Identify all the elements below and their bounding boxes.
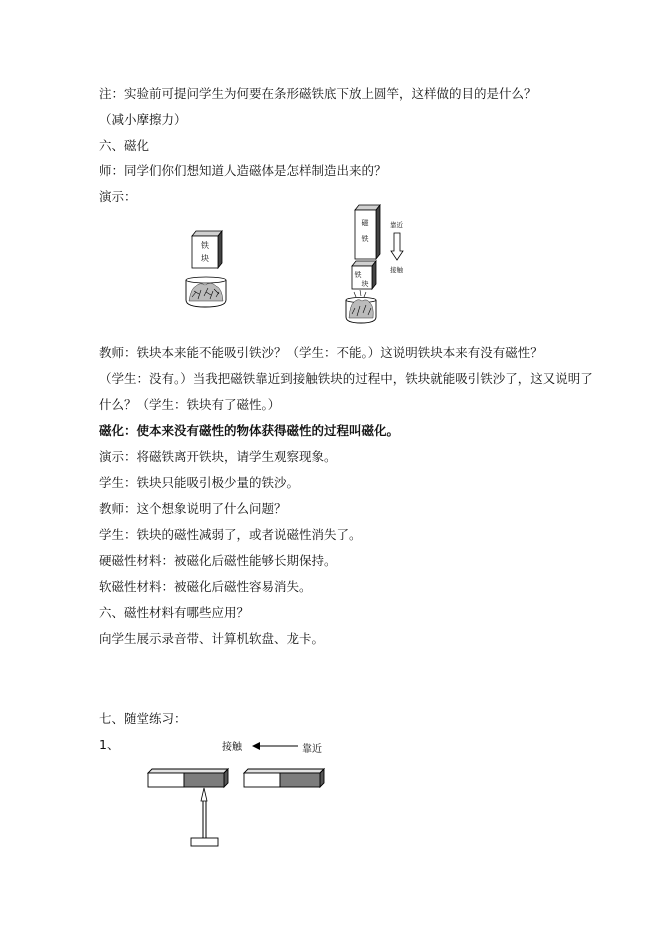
demo-label: 演示： xyxy=(99,189,137,204)
small-block-label-2: 块 xyxy=(361,280,369,288)
magnet-right xyxy=(244,769,324,787)
show-items: 向学生展示录音带、计算机软盘、龙卡。 xyxy=(99,631,325,646)
magnet-label-1: 磁 xyxy=(361,219,369,227)
magnetization-definition: 磁化：使本来没有磁性的物体获得磁性的过程叫磁化。 xyxy=(99,423,400,438)
student-line-2: 什么？（学生：铁块有了磁性。） xyxy=(99,397,281,412)
iron-block-label-2: 块 xyxy=(201,254,209,263)
small-iron-block xyxy=(352,261,376,289)
downward-arrow xyxy=(390,220,404,274)
note-answer: （减小摩擦力） xyxy=(99,112,187,127)
note-line: 注：实验前可提问学生为何要在条形磁铁底下放上圆竿，这样做的目的是什么？ xyxy=(99,86,537,101)
magnetization-demo-figure xyxy=(0,200,661,340)
approach-label: 靠近 xyxy=(302,744,322,755)
teacher-question: 师：同学们你们想知道人造磁体是怎样制造出来的？ xyxy=(99,163,387,178)
student-line-4: 学生：铁块的磁性减弱了，或者说磁性消失了。 xyxy=(99,527,362,542)
section-seven: 七、随堂练习： xyxy=(99,711,187,726)
soft-magnetic-material: 软磁性材料：被磁化后磁性容易消失。 xyxy=(99,579,312,594)
iron-filings-dish-right xyxy=(346,290,376,323)
small-block-label-1: 铁 xyxy=(354,271,362,279)
motion-arrow xyxy=(222,740,322,755)
arrow-label-contact: 接触 xyxy=(390,266,403,274)
student-line-1: （学生：没有。）当我把磁铁靠近到接触铁块的过程中，铁块就能吸引铁沙了，这又说明了 xyxy=(99,371,593,386)
section-six-b: 六、磁性材料有哪些应用？ xyxy=(99,605,250,620)
magnet-label-2: 铁 xyxy=(361,235,369,243)
exercise-figure xyxy=(0,735,661,855)
bar-magnet xyxy=(355,205,380,259)
magnet-left xyxy=(148,769,228,787)
iron-filings-dish-left xyxy=(186,277,226,307)
hard-magnetic-material: 硬磁性材料：被磁化后磁性能够长期保持。 xyxy=(99,553,337,568)
demo-2: 演示：将磁铁离开铁块，请学生观察现象。 xyxy=(99,449,337,464)
teacher-line-2: 教师：这个想象说明了什么问题？ xyxy=(99,501,287,516)
section-six-title: 六、磁化 xyxy=(99,138,150,153)
student-line-3: 学生：铁块只能吸引极少量的铁沙。 xyxy=(99,475,300,490)
iron-block-label-1: 铁 xyxy=(201,241,209,250)
iron-block xyxy=(192,231,222,268)
needle-stand xyxy=(191,788,218,846)
teacher-line-1: 教师：铁块本来能不能吸引铁沙？（学生：不能。）这说明铁块本来有没有磁性？ xyxy=(99,345,543,360)
arrow-label-approach: 靠近 xyxy=(390,221,403,229)
contact-label: 接触 xyxy=(222,742,242,753)
exercise-number: 1、 xyxy=(99,737,120,752)
